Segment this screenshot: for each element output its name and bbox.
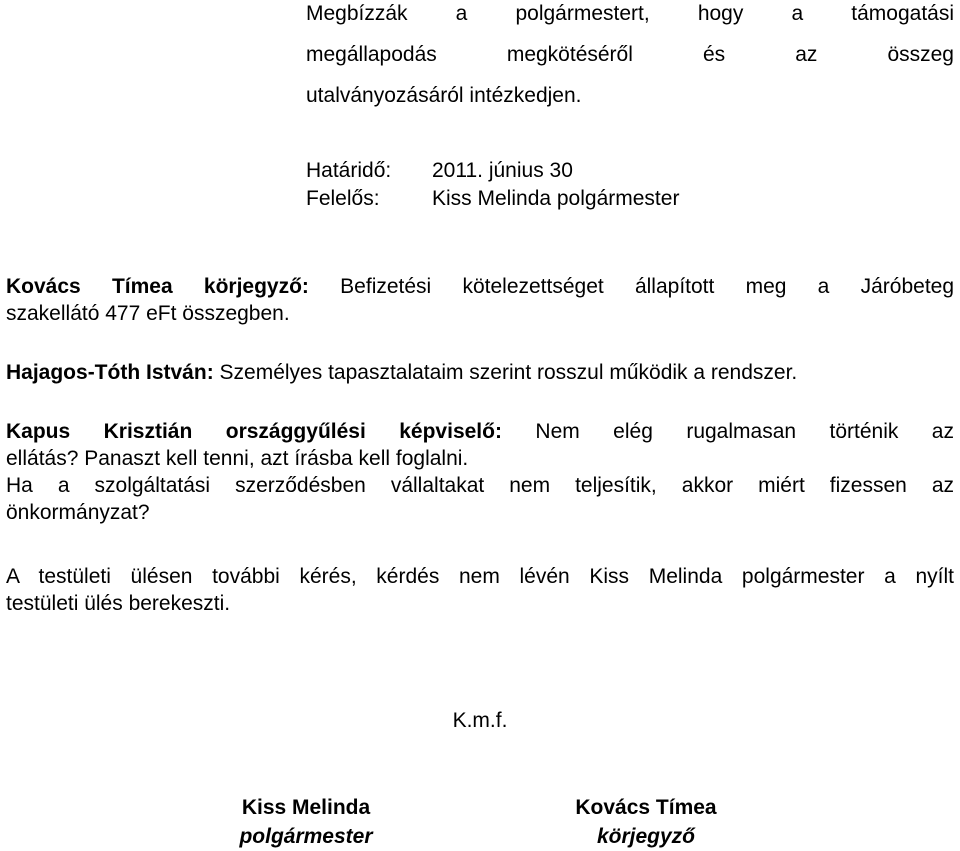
resolution-line: megállapodás megkötéséről és az összeg <box>306 43 954 66</box>
speaker-name: Kapus Krisztián országgyűlési képviselő: <box>6 420 502 443</box>
statement-text: Nem elég rugalmasan történik az <box>535 420 954 443</box>
statement-text: önkormányzat? <box>6 501 150 524</box>
statement-kapus <box>6 418 954 526</box>
kmf-label: K.m.f. <box>452 709 508 732</box>
resolution-text <box>306 0 954 116</box>
speaker-name: Kovács Tímea körjegyző: <box>6 275 309 298</box>
statement-kovacs <box>6 273 954 327</box>
resolution-line: Megbízzák a polgármestert, hogy a támogatási <box>306 2 954 25</box>
responsible-label: Felelős: <box>306 187 380 210</box>
closing-line: A testületi ülésen további kérés, kérdés nem lévén Kiss Melinda polgármester a nyílt <box>6 565 954 588</box>
deadline-row <box>306 157 573 184</box>
statement-text: Ha a szolgáltatási szerződésben vállaltakat nem teljesítik, akkor miért fizessen az <box>6 474 954 497</box>
signature-notary <box>536 793 756 851</box>
speaker-name: Hajagos-Tóth István: <box>6 361 214 384</box>
statement-text: ellátás? Panaszt kell tenni, azt írásba kell foglalni. <box>6 447 469 470</box>
signature-name: Kovács Tímea <box>575 796 717 819</box>
statement-text: Befizetési kötelezettséget állapított meg a Járóbeteg <box>340 275 955 298</box>
signature-role: polgármester <box>239 825 373 848</box>
statement-text: Személyes tapasztalataim szerint rosszul működik a rendszer. <box>219 361 798 384</box>
signature-role: körjegyző <box>596 825 696 848</box>
responsible-value: Kiss Melinda polgármester <box>432 187 680 210</box>
deadline-value: 2011. június 30 <box>432 159 573 182</box>
closing-line: testületi ülés berekeszti. <box>6 592 231 615</box>
closing-paragraph <box>6 563 954 617</box>
statement-hajagos <box>6 359 954 386</box>
signature-mayor <box>196 793 416 851</box>
resolution-line: utalványozásáról intézkedjen. <box>306 84 582 107</box>
signature-name: Kiss Melinda <box>241 796 371 819</box>
responsible-row <box>306 185 679 212</box>
deadline-label: Határidő: <box>306 159 392 182</box>
statement-text: szakellátó 477 eFt összegben. <box>6 302 290 325</box>
